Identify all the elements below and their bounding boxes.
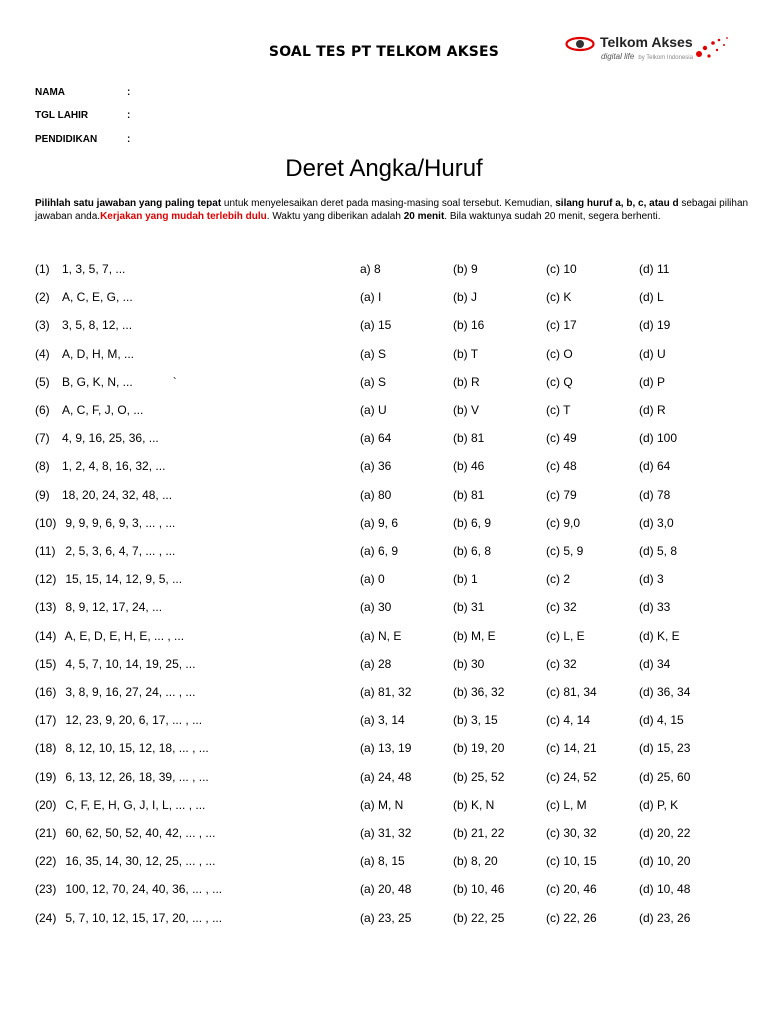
option-c[interactable]: (c) 32 [546, 656, 577, 671]
option-a[interactable]: (a) 8, 15 [360, 854, 405, 869]
logo-tagline: digital life by Telkom Indonesia [601, 52, 693, 61]
option-c[interactable]: (c) 22, 26 [546, 910, 597, 925]
option-d[interactable]: (d) 23, 26 [639, 910, 691, 925]
question-number: (24) [35, 910, 57, 925]
option-c[interactable]: (c) 24, 52 [546, 769, 597, 784]
option-a[interactable]: (a) 24, 48 [360, 769, 412, 784]
question-text: 4, 9, 16, 25, 36, ... [62, 431, 159, 446]
option-d[interactable]: (d) R [639, 403, 666, 417]
option-c[interactable]: (c) 81, 34 [546, 685, 597, 699]
option-c[interactable]: (c) 5, 9 [546, 544, 584, 558]
option-d[interactable]: (d) 5, 8 [639, 544, 678, 558]
option-d[interactable]: (d) 3 [639, 572, 664, 587]
option-b[interactable]: (b) 81 [453, 431, 485, 446]
option-c[interactable]: (c) L, E [546, 628, 585, 643]
option-c[interactable]: (c) O [546, 346, 573, 361]
question-text: 3, 8, 9, 16, 27, 24, ... , ... [62, 685, 196, 699]
option-b[interactable]: (b) T [453, 346, 479, 361]
question-number: (7) [35, 431, 50, 446]
option-a[interactable]: (a) 30 [360, 600, 392, 615]
field-nama-label: NAMA [35, 87, 65, 98]
question-text: 16, 35, 14, 30, 12, 25, ... , ... [62, 854, 216, 869]
question-row [0, 629, 768, 649]
option-b[interactable]: (b) 31 [453, 600, 485, 615]
question-row [0, 713, 768, 733]
option-a[interactable]: (a) 36 [360, 459, 392, 474]
option-d[interactable]: (d) 3,0 [639, 515, 674, 530]
telkom-akses-logo [565, 34, 740, 66]
question-text: 8, 12, 10, 15, 12, 18, ... , ... [62, 741, 209, 756]
option-d[interactable]: (d) K, E [639, 628, 680, 643]
option-a[interactable]: (a) 15 [360, 318, 392, 333]
question-row [0, 854, 768, 874]
option-a[interactable]: (a) 80 [360, 487, 392, 502]
question-text: A, D, H, M, ... [62, 346, 135, 361]
option-b[interactable]: (b) 21, 22 [453, 826, 505, 840]
question-number: (4) [35, 346, 50, 361]
option-d[interactable]: (d) L [639, 290, 664, 305]
option-d[interactable]: (d) P [639, 374, 666, 389]
option-c[interactable]: (c) 48 [546, 459, 577, 474]
option-b[interactable]: (b) 6, 8 [453, 544, 492, 558]
question-number: (10) [35, 515, 57, 530]
option-a[interactable]: (a) 6, 9 [360, 544, 399, 558]
question-text: 6, 13, 12, 26, 18, 39, ... , ... [62, 769, 209, 784]
question-number: (2) [35, 290, 50, 305]
option-b[interactable]: (b) 81 [453, 487, 485, 502]
question-text: C, F, E, H, G, J, I, L, ... , ... [62, 797, 206, 812]
question-row [0, 290, 768, 310]
question-number: (23) [35, 882, 57, 897]
option-b[interactable]: (b) J [453, 290, 477, 305]
option-d[interactable]: (d) 19 [639, 318, 671, 333]
option-d[interactable]: (d) 11 [639, 262, 670, 276]
option-a[interactable]: (a) 20, 48 [360, 882, 412, 897]
option-b[interactable]: (b) R [453, 374, 480, 389]
question-row [0, 572, 768, 592]
question-row [0, 516, 768, 536]
option-d[interactable]: (d) 15, 23 [639, 741, 691, 756]
question-number: (6) [35, 403, 50, 417]
option-d[interactable]: (d) 78 [639, 487, 671, 502]
question-number: (14) [35, 628, 57, 643]
question-number: (13) [35, 600, 57, 615]
option-c[interactable]: (c) Q [546, 374, 573, 389]
option-b[interactable]: (b) 19, 20 [453, 741, 505, 756]
option-a[interactable]: (a) 81, 32 [360, 685, 412, 699]
question-row [0, 685, 768, 705]
question-row [0, 318, 768, 338]
question-text: 100, 12, 70, 24, 40, 36, ... , ... [62, 882, 223, 897]
question-text: 4, 5, 7, 10, 14, 19, 25, ... [62, 656, 196, 671]
field-pendidikan [35, 134, 131, 145]
option-b[interactable]: (b) 1 [453, 572, 478, 587]
question-row [0, 826, 768, 846]
option-b[interactable]: (b) K, N [453, 797, 495, 812]
question-row [0, 544, 768, 564]
option-c[interactable]: (c) L, M [546, 797, 587, 812]
option-c[interactable]: (c) 2 [546, 572, 570, 587]
question-row [0, 911, 768, 931]
option-a[interactable]: (a) I [360, 290, 382, 305]
question-text: 8, 9, 12, 17, 24, ... [62, 600, 163, 615]
question-row [0, 459, 768, 479]
option-d[interactable]: (d) P, K [639, 797, 679, 812]
option-d[interactable]: (d) 36, 34 [639, 685, 691, 699]
option-a[interactable]: (a) 3, 14 [360, 713, 405, 728]
question-row [0, 403, 768, 423]
option-c[interactable]: (c) 10, 15 [546, 854, 597, 869]
question-row [0, 600, 768, 620]
field-nama [35, 87, 131, 98]
option-b[interactable]: (b) 36, 32 [453, 685, 505, 699]
option-d[interactable]: (d) 20, 22 [639, 826, 691, 840]
option-a[interactable]: (a) 31, 32 [360, 826, 412, 840]
option-b[interactable]: (b) M, E [453, 628, 496, 643]
logo-brand-text: Telkom Akses [600, 34, 693, 50]
question-text: 3, 5, 8, 12, ... [62, 318, 133, 333]
question-number: (15) [35, 656, 57, 671]
question-row [0, 375, 768, 395]
question-text: 1, 2, 4, 8, 16, 32, ... [62, 459, 166, 474]
field-pendidikan-label: PENDIDIKAN [35, 134, 98, 145]
question-text: 18, 20, 24, 32, 48, ... [62, 487, 173, 502]
question-text: 9, 9, 9, 6, 9, 3, ... , ... [62, 515, 176, 530]
option-b[interactable]: (b) 9 [453, 262, 478, 276]
question-number: (20) [35, 797, 57, 812]
option-a[interactable]: (a) 13, 19 [360, 741, 412, 756]
question-row [0, 770, 768, 790]
option-b[interactable]: (b) 30 [453, 656, 485, 671]
question-row [0, 262, 768, 282]
option-a[interactable]: (a) 23, 25 [360, 910, 412, 925]
question-text: 1, 3, 5, 7, ... [62, 262, 126, 276]
question-text: 60, 62, 50, 52, 40, 42, ... , ... [62, 826, 216, 840]
option-b[interactable]: (b) V [453, 403, 480, 417]
question-number: (21) [35, 826, 57, 840]
option-d[interactable]: (d) 10, 20 [639, 854, 691, 869]
option-a[interactable]: (a) S [360, 374, 387, 389]
question-number: (18) [35, 741, 57, 756]
option-b[interactable]: (b) 6, 9 [453, 515, 492, 530]
option-a[interactable]: (a) N, E [360, 628, 402, 643]
question-number: (17) [35, 713, 57, 728]
option-d[interactable]: (d) 34 [639, 656, 671, 671]
question-number: (5) [35, 374, 50, 389]
field-tgl-lahir [35, 110, 131, 121]
question-row [0, 347, 768, 367]
question-row [0, 431, 768, 451]
option-c[interactable]: (c) 14, 21 [546, 741, 597, 756]
option-d[interactable]: (d) 33 [639, 600, 671, 615]
option-c[interactable]: (c) 79 [546, 487, 577, 502]
option-a[interactable]: (a) 64 [360, 431, 392, 446]
option-d[interactable]: (d) U [639, 346, 666, 361]
option-a[interactable]: a) 8 [360, 262, 381, 276]
question-text: 15, 15, 14, 12, 9, 5, ... [62, 572, 183, 587]
option-d[interactable]: (d) 10, 48 [639, 882, 691, 897]
question-row [0, 741, 768, 761]
option-b[interactable]: (b) 25, 52 [453, 769, 505, 784]
question-number: (8) [35, 459, 50, 474]
question-row [0, 657, 768, 677]
option-c[interactable]: (c) 30, 32 [546, 826, 597, 840]
page-header-title: SOAL TES PT TELKOM AKSES [268, 44, 500, 60]
option-c[interactable]: (c) 49 [546, 431, 577, 446]
question-number: (11) [35, 544, 56, 558]
option-c[interactable]: (c) T [546, 403, 571, 417]
option-c[interactable]: (c) 20, 46 [546, 882, 597, 897]
option-d[interactable]: (d) 100 [639, 431, 678, 446]
option-b[interactable]: (b) 22, 25 [453, 910, 505, 925]
question-number: (16) [35, 685, 57, 699]
option-b[interactable]: (b) 8, 20 [453, 854, 498, 869]
telkom-logo-mark-icon [565, 35, 595, 53]
question-text: 12, 23, 9, 20, 6, 17, ... , ... [62, 713, 203, 728]
instructions-paragraph: Pilihlah satu jawaban yang paling tepat untuk menyelesaikan deret pada masing-masing soal tersebut. Kemudian, silang huruf a, b, c, atau d sebagai pilihan jawaban anda.Kerjakan yang mudah terlebih dulu. Waktu yang diberikan adalah 20 menit. Bila waktunya sudah 20 menit, segera berhenti. [35, 198, 749, 222]
option-a[interactable]: (a) S [360, 346, 387, 361]
question-text: A, C, F, J, O, ... [62, 403, 144, 417]
question-row [0, 882, 768, 902]
field-tgl-lahir-label: TGL LAHIR [35, 110, 89, 121]
logo-dots-icon [693, 36, 733, 66]
option-d[interactable]: (d) 4, 15 [639, 713, 684, 728]
section-title: Deret Angka/Huruf [285, 155, 483, 182]
option-c[interactable]: (c) 32 [546, 600, 577, 615]
option-b[interactable]: (b) 10, 46 [453, 882, 505, 897]
option-a[interactable]: (a) U [360, 403, 387, 417]
question-row [0, 798, 768, 818]
option-d[interactable]: (d) 64 [639, 459, 671, 474]
question-number: (3) [35, 318, 50, 333]
option-a[interactable]: (a) 9, 6 [360, 515, 399, 530]
option-c[interactable]: (c) 17 [546, 318, 577, 333]
field-tgl-lahir-colon: : [127, 110, 131, 121]
question-number: (9) [35, 487, 50, 502]
question-text: 2, 5, 3, 6, 4, 7, ... , ... [62, 544, 176, 558]
field-pendidikan-colon: : [127, 134, 131, 145]
option-b[interactable]: (b) 46 [453, 459, 485, 474]
option-c[interactable]: (c) K [546, 290, 572, 305]
question-text: 5, 7, 10, 12, 15, 17, 20, ... , ... [62, 910, 223, 925]
option-b[interactable]: (b) 16 [453, 318, 485, 333]
question-text: B, G, K, N, ... ` [62, 374, 177, 389]
option-a[interactable]: (a) 28 [360, 656, 392, 671]
question-number: (22) [35, 854, 57, 869]
option-c[interactable]: (c) 10 [546, 262, 577, 276]
option-c[interactable]: (c) 9,0 [546, 515, 581, 530]
option-a[interactable]: (a) 0 [360, 572, 385, 587]
field-nama-colon: : [127, 87, 131, 98]
question-number: (19) [35, 769, 57, 784]
option-d[interactable]: (d) 25, 60 [639, 769, 691, 784]
question-text: A, E, D, E, H, E, ... , ... [62, 628, 185, 643]
option-c[interactable]: (c) 4, 14 [546, 713, 591, 728]
question-number: (12) [35, 572, 57, 587]
question-number: (1) [35, 262, 50, 276]
option-a[interactable]: (a) M, N [360, 797, 404, 812]
question-row [0, 488, 768, 508]
option-b[interactable]: (b) 3, 15 [453, 713, 498, 728]
question-text: A, C, E, G, ... [62, 290, 133, 305]
